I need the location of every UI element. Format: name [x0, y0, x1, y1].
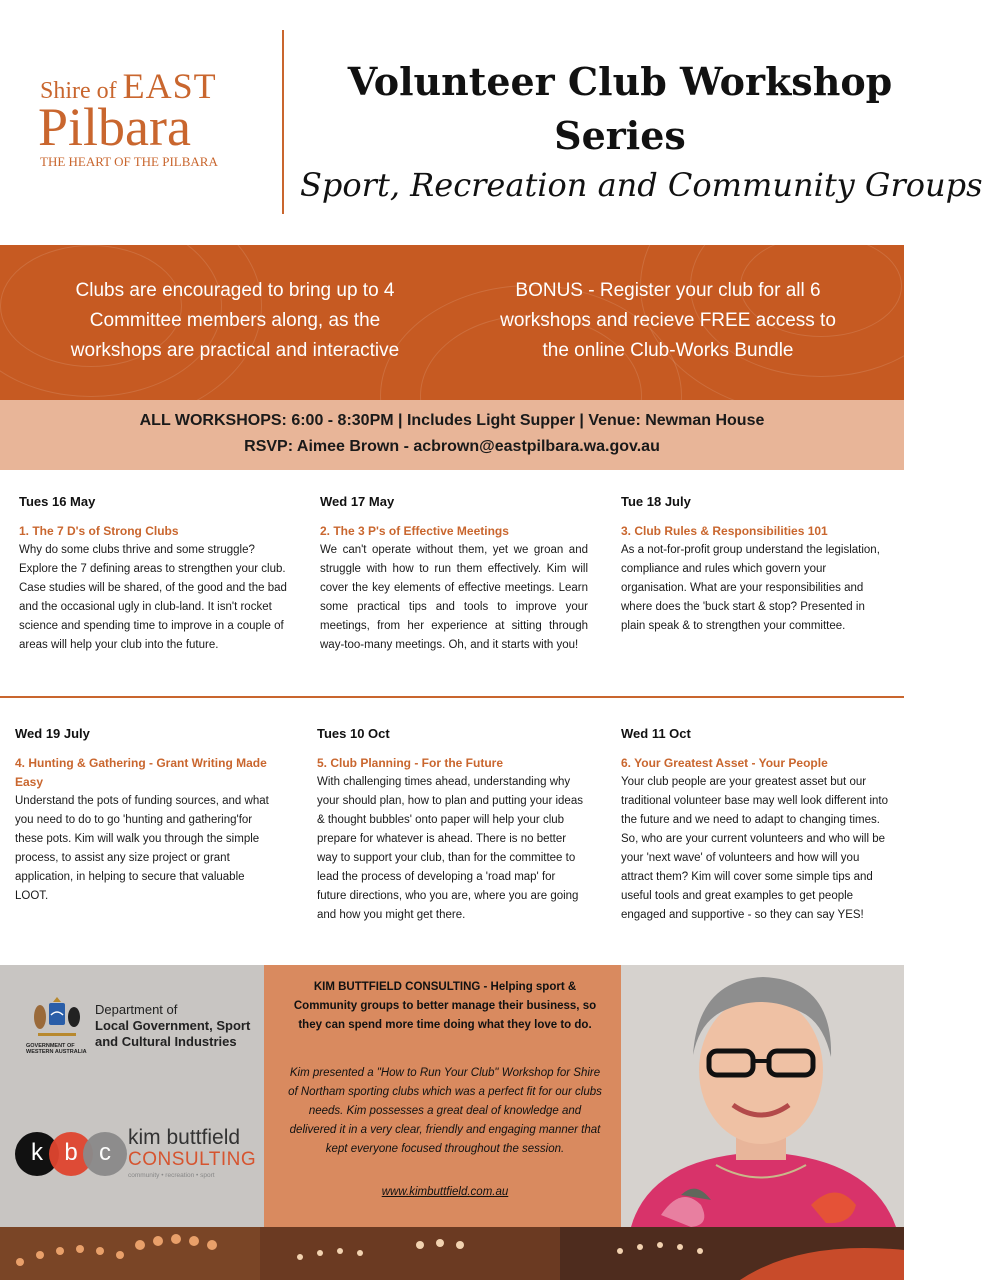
- kbc-consulting: CONSULTING: [128, 1149, 257, 1170]
- kbc-tagline: community • recreation • sport: [128, 1172, 215, 1179]
- page-subtitle: Sport, Recreation and Community Groups: [300, 166, 983, 204]
- kbc-b: b: [49, 1132, 93, 1176]
- workshop-description: Why do some clubs thrive and some struggle? Explore the 7 defining areas to strengthen your club. Case studies will be shared, of the good and the bad and the occasional ugly in club-land. It isn't rocket science and spending time to improve in a couple of areas will help your club into the future.: [19, 544, 287, 651]
- kbc-name: kim buttfield: [128, 1126, 241, 1149]
- workshop-title: 5. Club Planning - For the Future: [317, 756, 503, 770]
- dot-art-icon: [0, 1227, 904, 1280]
- workshop-date: Wed 11 Oct: [621, 726, 691, 741]
- gov-line-1: GOVERNMENT OF: [26, 1043, 75, 1049]
- band-right-text: BONUS - Register your club for all 6 workshops and recieve FREE access to the online Club-Works Bundle: [500, 280, 836, 361]
- workshop-2: [320, 492, 588, 655]
- workshop-title: 6. Your Greatest Asset - Your People: [621, 756, 828, 770]
- kbc-k: k: [15, 1132, 59, 1176]
- workshop-5: [317, 724, 585, 925]
- workshop-description: With challenging times ahead, understanding why your should plan, how to plan and putting your ideas & thought bubbles' onto paper will help your club prepare for whatever is ahead. There is no better way to support your club, than for the committee to lead the process of developing a 'road map' for future directions, who you are, where you are going and how you might get there.: [317, 776, 583, 921]
- presenter-portrait-icon: [621, 965, 904, 1227]
- gov-wa-label: [26, 1043, 87, 1055]
- logo-shire-of: Shire of: [40, 78, 117, 104]
- workshop-description: Understand the pots of funding sources, and what you need to do to go 'hunting and gathering'for these pots. Kim will walk you through the simple process, to assist any size project or grant application, in helping to secure that valuable LOOT.: [15, 795, 269, 902]
- dept-line-2: Local Government, Sport: [95, 1018, 251, 1033]
- consulting-headline: KIM BUTTFIELD CONSULTING - Helping sport & Community groups to better manage their business, so they can spend more time doing what they love to do.: [293, 981, 597, 1031]
- workshop-3: [621, 492, 891, 636]
- workshop-description: As a not-for-profit group understand the legislation, compliance and rules which govern your organisation. What are your responsibilities and where does the 'buck start & stop? Presented in plain speak & to strengthen your committee.: [621, 544, 880, 632]
- workshop-title: 4. Hunting & Gathering - Grant Writing Made Easy: [15, 756, 267, 789]
- intro-band: [0, 245, 904, 400]
- band-left-text: Clubs are encouraged to bring up to 4 Committee members along, as the workshops are practical and interactive: [70, 280, 400, 361]
- dept-line-1: Department of: [95, 1002, 178, 1017]
- wa-crest-icon: [30, 993, 85, 1041]
- dept-line-3: and Cultural Industries: [95, 1034, 237, 1049]
- info-bar: [0, 400, 904, 470]
- logo-tagline: THE HEART OF THE PILBARA: [40, 154, 218, 169]
- workshop-title: 3. Club Rules & Responsibilities 101: [621, 524, 828, 538]
- workshop-date: Wed 17 May: [320, 494, 395, 509]
- dept-name: [95, 1002, 250, 1050]
- workshop-1: [19, 492, 287, 655]
- workshop-date: Tues 16 May: [19, 494, 96, 509]
- header-divider: [282, 30, 284, 214]
- workshop-divider: [0, 696, 904, 698]
- testimonial: Kim presented a "How to Run Your Club" Workshop for Shire of Northam sporting clubs which was a perfect fit for our clubs needs. Kim possesses a great deal of knowledge and delivered it in a very clear, friendly and engaging manner that kept everyone focused throughout the session.: [288, 1067, 602, 1155]
- page-title: Volunteer Club Workshop Series: [347, 59, 893, 158]
- workshop-title: 1. The 7 D's of Strong Clubs: [19, 524, 179, 538]
- workshop-title: 2. The 3 P's of Effective Meetings: [320, 524, 509, 538]
- logo-east: EAST: [122, 66, 217, 106]
- website-link[interactable]: www.kimbuttfield.com.au: [381, 1186, 509, 1198]
- gov-line-2: WESTERN AUSTRALIA: [26, 1049, 87, 1055]
- workshop-description: Your club people are your greatest asset but our traditional volunteer base may well look different into the future and we need to adapt to changing times. So, who are your current volunteers and who will be your 'next wave' of volunteers and how will you attract them? Kim will cover some simple tips and useful tools and great examples to get people engaged and supportive - so they can say YES!: [621, 776, 888, 921]
- presenter-photo: [621, 965, 904, 1227]
- kbc-c: c: [83, 1132, 127, 1176]
- workshop-4: [15, 724, 270, 906]
- workshop-description: We can't operate without them, yet we groan and struggle with how to run them effectively. Kim will cover the key elements of effective meetings. Learn some practical tips and tools to improve your meetings, from her experience at sitting through way-too-many meetings. Oh, and it starts with you!: [320, 544, 588, 651]
- logo-pilbara: Pilbara: [38, 97, 191, 157]
- workshop-date: Wed 19 July: [15, 726, 90, 741]
- workshop-date: Tue 18 July: [621, 494, 691, 509]
- info-times: ALL WORKSHOPS: 6:00 - 8:30PM | Includes Light Supper | Venue: Newman House: [139, 412, 765, 429]
- workshop-6: [621, 724, 891, 925]
- workshop-date: Tues 10 Oct: [317, 726, 390, 741]
- bottom-art-strip: [0, 1227, 904, 1280]
- info-rsvp: RSVP: Aimee Brown - acbrown@eastpilbara.wa.gov.au: [244, 438, 660, 455]
